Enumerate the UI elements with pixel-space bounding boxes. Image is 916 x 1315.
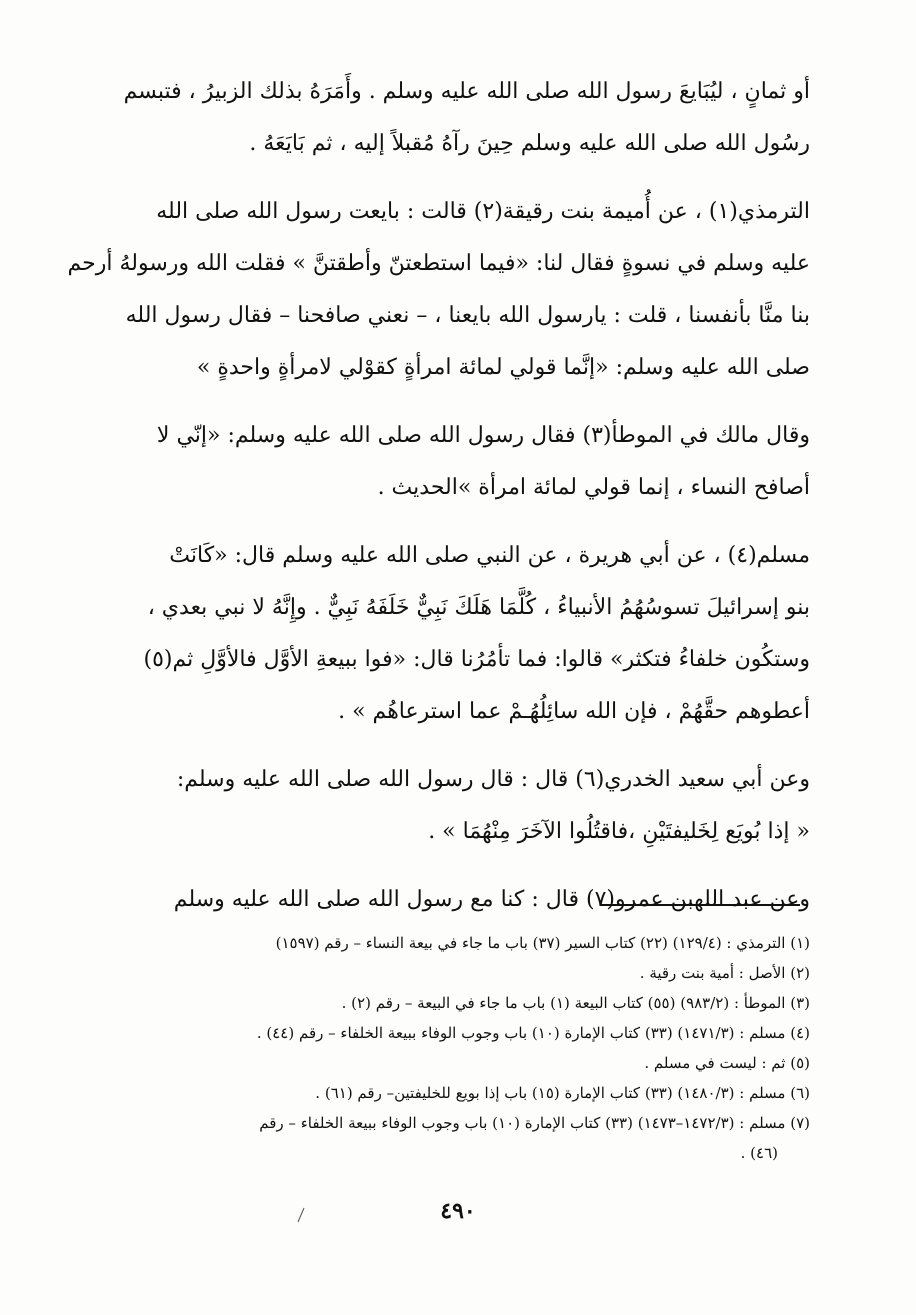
text-line: عليه وسلم في نسوةٍ فقال لنا: «فيما استطعتنّ وأطقتنَّ » فقلت الله ورسولهُ أرحم [67, 251, 810, 276]
footnote-5: (٥) ثم : ليست في مسلم . [644, 1054, 810, 1072]
footnote-1: (١) الترمذي : (١٢٩/٤) (٢٢) كتاب السير (٣٧) باب ما جاء في بيعة النساء – رقم (١٥٩٧) [275, 934, 810, 952]
text-line: وستكُون خلفاءُ فتكثر» قالوا: فما تأمُرُنا قال: «فوا ببيعةِ الأوَّل فالأوَّلِ ثم(٥) [143, 647, 810, 672]
text-line: « إذا بُويَع لِخَليفتَيْنِ ،فاقتُلُوا الآخَرَ مِنْهُمَا » . [428, 819, 810, 844]
paragraph-6 [100, 874, 810, 926]
text-line: بنو إسرائيلَ تسوسُهُمُ الأنبياءُ ، كُلَّمَا هَلَكَ نَبِيٌّ خَلَفَهُ نَبِيٌّ . وإِنَّهُ لا نبي بعدي ، [147, 595, 810, 620]
paragraph-2 [67, 186, 810, 394]
text-line: بنا منَّا بأنفسنا ، قلت : يارسول الله بايعنا ، – نعني صافحنا – فقال رسول الله [125, 303, 810, 328]
text-line: أصافح النساء ، إنما قولي لمائة امرأة »الحديث . [377, 475, 810, 500]
text-line: وقال مالك في الموطأ(٣) فقال رسول الله صلى الله عليه وسلم: «إنّي لا [156, 423, 810, 448]
main-text [67, 66, 810, 942]
paragraph-3 [100, 410, 810, 514]
text-line: وعن عبد اللهبن عمرو(٧) قال : كنا مع رسول الله صلى الله عليه وسلم [173, 887, 810, 912]
text-line: الترمذي(١) ، عن أُميمة بنت رقيقة(٢) قالت : بايعت رسول الله صلى الله [156, 199, 810, 224]
footnote-3: (٣) الموطأ : (٩٨٣/٢) (٥٥) كتاب البيعة (١) باب ما جاء في البيعة – رقم (٢) . [341, 994, 810, 1012]
footnote-6: (٦) مسلم : (١٤٨٠/٣) (٣٣) كتاب الإمارة (١٥) باب إذا بويع للخليفتين– رقم (٦١) . [315, 1084, 810, 1102]
paragraph-4 [100, 530, 810, 738]
paragraph-5 [100, 754, 810, 858]
text-line: أعطوهم حقَّهُمْ ، فإن الله سائِلُهُـمْ عما استرعاهُم » . [338, 699, 810, 724]
footnote-7: (٧) مسلم : (١٤٧٢/٣–١٤٧٣) (٣٣) كتاب الإمارة (١٠) باب وجوب الوفاء ببيعة الخلفاء – رقم [259, 1114, 810, 1132]
pen-mark [296, 1206, 306, 1224]
footnote-separator [600, 904, 800, 906]
text-line: وعن أبي سعيد الخدري(٦) قال : قال رسول الله صلى الله عليه وسلم: [176, 767, 810, 792]
paragraph-1 [100, 66, 810, 170]
text-line: أو ثمانٍ ، ليُبَايعَ رسول الله صلى الله عليه وسلم . وأَمَرَهُ بذلك الزبيرُ ، فتبسم [123, 79, 810, 104]
footnote-4: (٤) مسلم : (١٤٧١/٣) (٣٣) كتاب الإمارة (١٠) باب وجوب الوفاء ببيعة الخلفاء – رقم (٤٤) . [256, 1024, 810, 1042]
footnote-7-continuation: (٤٦) . [740, 1144, 778, 1162]
footnotes [100, 928, 810, 1168]
page-number: ٤٩٠ [440, 1198, 476, 1224]
footnote-2: (٢) الأصل : أمية بنت رقية . [639, 964, 810, 982]
text-line: صلى الله عليه وسلم: «إنَّما قولي لمائة امرأةٍ كقوْلي لامرأةٍ واحدةٍ » [196, 355, 810, 380]
text-line: مسلم(٤) ، عن أبي هريرة ، عن النبي صلى الله عليه وسلم قال: «كَانَتْ [169, 543, 810, 568]
text-line: رسُول الله صلى الله عليه وسلم حِينَ رآهُ مُقبلاً إليه ، ثم بَايَعَهُ . [249, 131, 810, 156]
